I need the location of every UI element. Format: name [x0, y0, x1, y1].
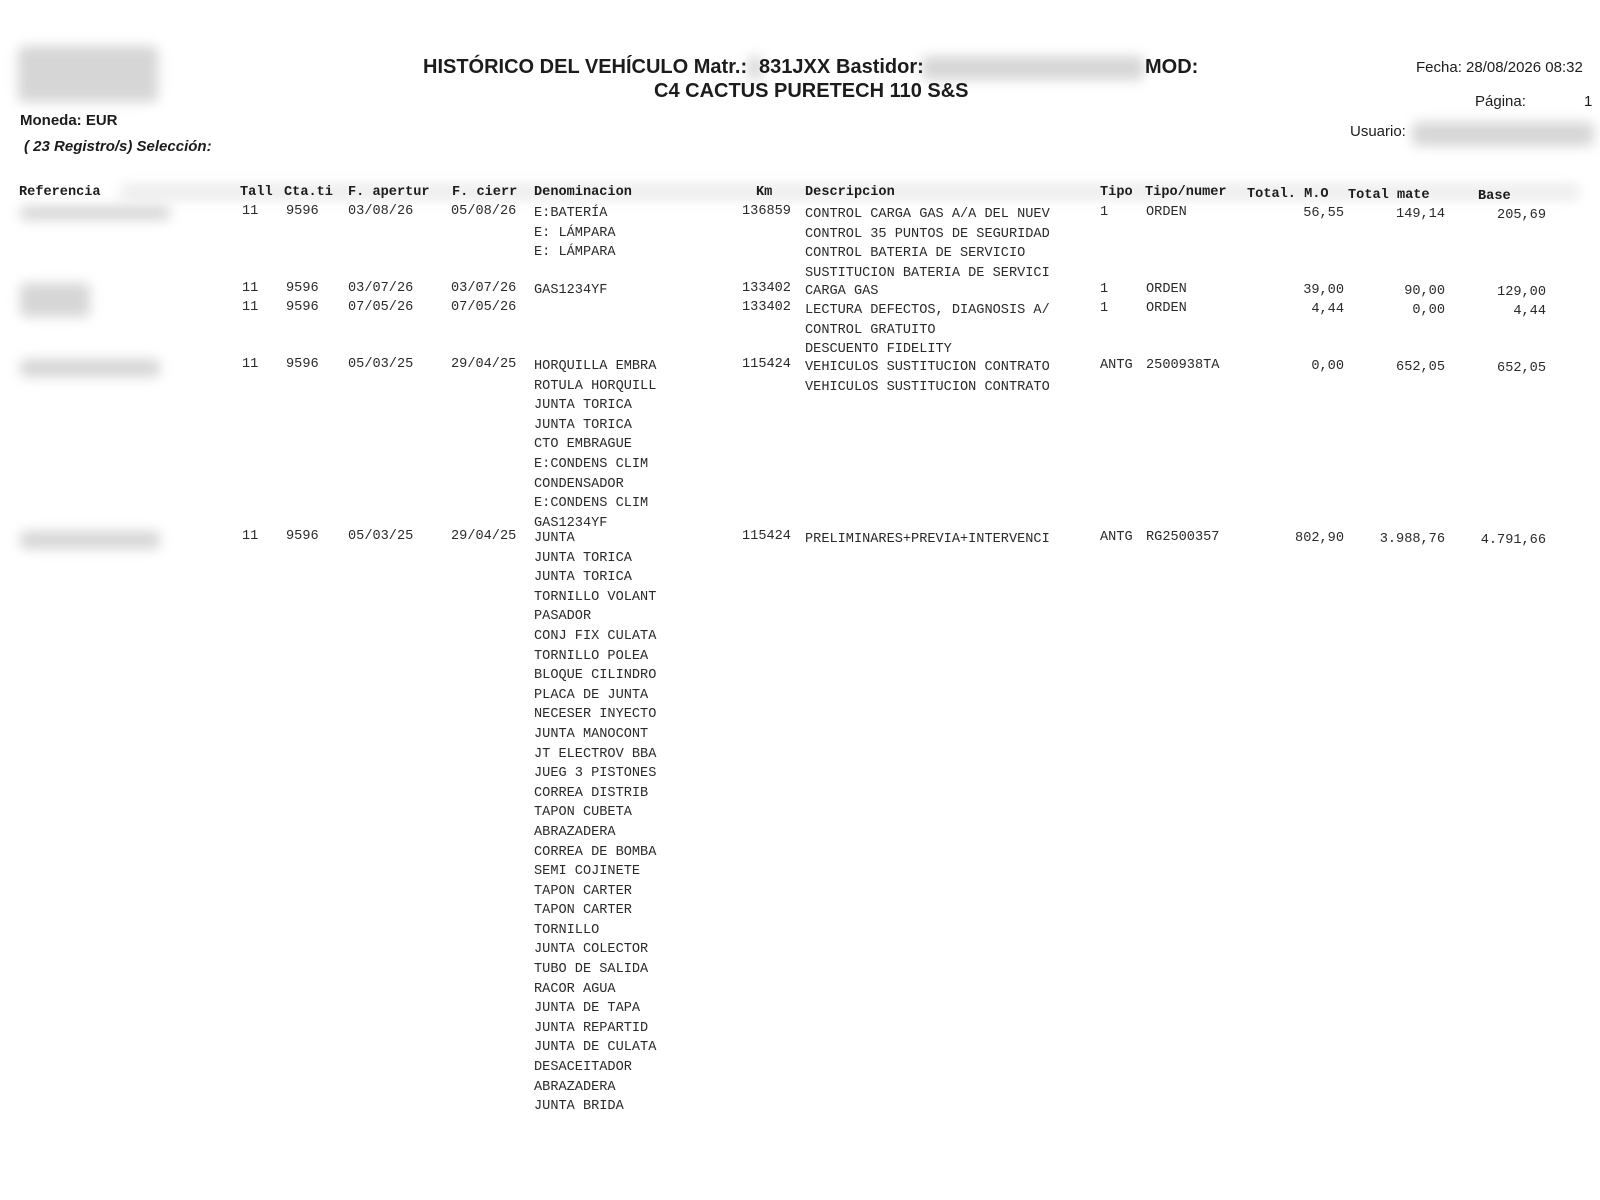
denominacion-line: HORQUILLA EMBRA [534, 359, 657, 374]
cell-tipo: 1 [1100, 205, 1109, 220]
cell-km: 136859 [742, 204, 791, 219]
cell-f-apertura: 03/08/26 [348, 204, 414, 219]
redacted-reference [20, 206, 170, 220]
col-tipo: Tipo [1100, 185, 1133, 200]
denominacion-line: JUNTA [534, 531, 575, 546]
report-date: Fecha: 28/08/2026 08:32 [1416, 59, 1583, 76]
denominacion-line: GAS1234YF [534, 283, 608, 298]
cell-f-apertura: 07/05/26 [348, 300, 414, 315]
denominacion-line: SEMI COJINETE [534, 864, 641, 880]
cell-descripcion [805, 530, 1050, 550]
denominacion-line: CORREA DISTRIB [534, 785, 649, 801]
redacted-reference [20, 531, 160, 549]
col-denominacion: Denominacion [534, 185, 632, 200]
denominacion-line: JUEG 3 PISTONES [534, 766, 657, 782]
denominacion-line: ROTULA HORQUILL [534, 378, 657, 394]
descripcion-line: CONTROL BATERIA DE SERVICIO [805, 246, 1026, 262]
denominacion-line: JT ELECTROV BBA [534, 746, 657, 762]
plate-number: 831JXX [759, 56, 831, 78]
cell-cta: 9596 [286, 281, 319, 296]
cell-f-cierre: 07/05/26 [451, 300, 517, 315]
denominacion-line: DESACEITADOR [534, 1060, 632, 1076]
mod-label: MOD: [1145, 56, 1199, 78]
denominacion-line: JUNTA COLECTOR [534, 942, 649, 958]
cell-descripcion [805, 282, 878, 302]
cell-km: 133402 [742, 300, 791, 315]
denominacion-line: JUNTA REPARTID [534, 1020, 649, 1036]
denominacion-line: TAPON CUBETA [534, 805, 632, 821]
denominacion-line: E:CONDENS CLIM [534, 456, 649, 472]
cell-tipo-numero: ORDEN [1146, 282, 1187, 297]
cell-cta: 9596 [286, 300, 319, 315]
col-referencia: Referencia [19, 185, 101, 200]
cell-descripcion [805, 358, 1050, 397]
cell-base: 4,44 [1513, 304, 1546, 319]
redacted-bastidor [922, 56, 1144, 80]
cell-base: 129,00 [1497, 285, 1546, 300]
cell-tipo: ANTG [1100, 530, 1133, 545]
cell-denominacion [534, 204, 616, 263]
cell-tipo-numero: ORDEN [1146, 301, 1187, 316]
col-total-mat: Total mate [1348, 188, 1430, 203]
descripcion-line: PRELIMINARES+PREVIA+INTERVENCI [805, 532, 1050, 547]
descripcion-line: CONTROL 35 PUNTOS DE SEGURIDAD [805, 226, 1050, 242]
cell-f-apertura: 03/07/26 [348, 281, 414, 296]
denominacion-line: CONDENSADOR [534, 476, 624, 492]
denominacion-line: RACOR AGUA [534, 981, 616, 997]
currency: Moneda: EUR [20, 112, 118, 129]
cell-descripcion [805, 205, 1050, 283]
cell-f-cierre: 29/04/25 [451, 357, 517, 372]
title-prefix: HISTÓRICO DEL VEHÍCULO Matr.: [423, 56, 748, 78]
col-base: Base [1478, 189, 1511, 204]
cell-denominacion [534, 529, 656, 1117]
cell-km: 115424 [742, 357, 791, 372]
denominacion-line: ABRAZADERA [534, 824, 616, 840]
denominacion-line: GAS1234YF [534, 515, 608, 531]
denominacion-line: E: LÁMPARA [534, 225, 616, 241]
cell-total-mat: 3.988,76 [1379, 532, 1445, 547]
denominacion-line: TORNILLO POLEA [534, 648, 649, 664]
cell-denominacion [534, 357, 656, 533]
cell-f-cierre: 29/04/25 [451, 529, 517, 544]
cell-base: 205,69 [1497, 208, 1546, 223]
descripcion-line: LECTURA DEFECTOS, DIAGNOSIS A/ [805, 303, 1050, 318]
denominacion-line: CTO EMBRAGUE [534, 437, 632, 453]
denominacion-line: BLOQUE CILINDRO [534, 668, 657, 684]
denominacion-line: TUBO DE SALIDA [534, 962, 649, 978]
cell-cta: 9596 [286, 204, 319, 219]
cell-base: 652,05 [1497, 361, 1546, 376]
cell-f-apertura: 05/03/25 [348, 529, 414, 544]
denominacion-line: JUNTA DE TAPA [534, 1001, 641, 1017]
descripcion-line: CONTROL CARGA GAS A/A DEL NUEV [805, 207, 1050, 222]
denominacion-line: PASADOR [534, 609, 592, 625]
cell-total-mo: 56,55 [1303, 206, 1344, 221]
cell-km: 115424 [742, 529, 791, 544]
col-cta: Cta.ti [284, 185, 333, 200]
denominacion-line: JUNTA BRIDA [534, 1099, 624, 1115]
cell-tipo-numero: 2500938TA [1146, 358, 1220, 373]
descripcion-line: CARGA GAS [805, 284, 879, 299]
cell-tipo-numero: RG2500357 [1146, 530, 1220, 545]
bastidor-label: Bastidor: [836, 56, 924, 78]
cell-total-mat: 90,00 [1404, 284, 1445, 299]
denominacion-line: JUNTA TORICA [534, 417, 632, 433]
denominacion-line: JUNTA TORICA [534, 550, 632, 566]
denominacion-line: NECESER INYECTO [534, 707, 657, 723]
cell-tall: 11 [242, 204, 259, 219]
descripcion-line: VEHICULOS SUSTITUCION CONTRATO [805, 360, 1050, 375]
denominacion-line: ABRAZADERA [534, 1079, 616, 1095]
denominacion-line: TAPON CARTER [534, 903, 632, 919]
cell-descripcion [805, 301, 1050, 360]
col-tall: Tall [240, 185, 273, 200]
cell-tipo: ANTG [1100, 358, 1133, 373]
denominacion-line: PLACA DE JUNTA [534, 687, 649, 703]
redacted-reference [20, 359, 160, 377]
denominacion-line: E:CONDENS CLIM [534, 496, 649, 512]
col-f-apertura: F. apertur [348, 185, 430, 200]
record-count: ( 23 Registro/s) Selección: [24, 138, 212, 155]
cell-total-mo: 802,90 [1295, 531, 1344, 546]
cell-tipo-numero: ORDEN [1146, 205, 1187, 220]
cell-total-mat: 0,00 [1412, 303, 1445, 318]
col-km: Km [756, 185, 773, 200]
cell-total-mo: 0,00 [1311, 359, 1344, 374]
cell-tall: 11 [242, 357, 259, 372]
descripcion-line: DESCUENTO FIDELITY [805, 342, 952, 358]
cell-total-mo: 4,44 [1311, 302, 1344, 317]
col-tipo-numero: Tipo/numer [1145, 185, 1227, 200]
denominacion-line: E: LÁMPARA [534, 245, 616, 261]
cell-tipo: 1 [1100, 301, 1109, 316]
col-total-mo: Total. M.O [1247, 187, 1329, 202]
descripcion-line: CONTROL GRATUITO [805, 322, 936, 338]
cell-total-mo: 39,00 [1303, 283, 1344, 298]
cell-cta: 9596 [286, 529, 319, 544]
cell-km: 133402 [742, 281, 791, 296]
redacted-usuario [1412, 122, 1594, 146]
cell-total-mat: 149,14 [1396, 207, 1445, 222]
cell-total-mat: 652,05 [1396, 360, 1445, 375]
cell-tall: 11 [242, 300, 259, 315]
redacted-logo [18, 46, 158, 102]
cell-tall: 11 [242, 281, 259, 296]
vehicle-model: C4 CACTUS PURETECH 110 S&S [654, 80, 969, 102]
cell-tipo: 1 [1100, 282, 1109, 297]
denominacion-line: CONJ FIX CULATA [534, 628, 657, 644]
usuario-label: Usuario: [1350, 123, 1406, 140]
denominacion-line: TORNILLO [534, 922, 600, 938]
cell-f-cierre: 03/07/26 [451, 281, 517, 296]
cell-denominacion [534, 281, 607, 301]
cell-base: 4.791,66 [1480, 533, 1546, 548]
page-number: 1 [1584, 93, 1593, 110]
denominacion-line: JUNTA TORICA [534, 398, 632, 414]
denominacion-line: TAPON CARTER [534, 883, 632, 899]
descripcion-line: SUSTITUCION BATERIA DE SERVICI [805, 265, 1050, 281]
denominacion-line: JUNTA MANOCONT [534, 726, 649, 742]
cell-tall: 11 [242, 529, 259, 544]
col-descripcion: Descripcion [805, 185, 895, 200]
denominacion-line: TORNILLO VOLANT [534, 589, 657, 605]
cell-f-apertura: 05/03/25 [348, 357, 414, 372]
denominacion-line: CORREA DE BOMBA [534, 844, 657, 860]
page-label: Página: [1475, 93, 1526, 110]
denominacion-line: JUNTA DE CULATA [534, 1040, 657, 1056]
cell-cta: 9596 [286, 357, 319, 372]
denominacion-line: E:BATERÍA [534, 206, 608, 221]
redacted-reference [20, 283, 90, 317]
descripcion-line: VEHICULOS SUSTITUCION CONTRATO [805, 379, 1050, 395]
cell-f-cierre: 05/08/26 [451, 204, 517, 219]
col-f-cierre: F. cierr [452, 185, 518, 200]
denominacion-line: JUNTA TORICA [534, 570, 632, 586]
